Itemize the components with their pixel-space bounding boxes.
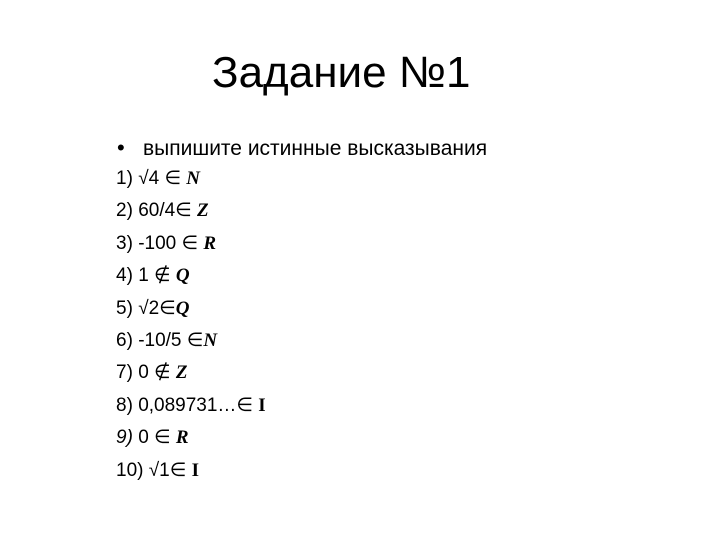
number-set-symbol: R	[203, 232, 217, 254]
statement-expression: 0 ∉	[138, 362, 171, 384]
slide-title: Задание №1	[212, 48, 471, 97]
statement-expression: 60/4∈	[138, 200, 192, 222]
statement-number: 7)	[116, 362, 133, 384]
statement-number: 10)	[116, 459, 144, 481]
statement-number: 8)	[116, 394, 133, 416]
statement-expression: 0,089731…∈	[138, 394, 253, 416]
statement-expression: √1∈	[148, 459, 187, 481]
statement-item-10	[116, 455, 266, 487]
number-set-symbol: I	[191, 459, 199, 481]
statement-expression: √2∈	[138, 297, 176, 319]
number-set-symbol: Q	[175, 265, 190, 287]
statement-number: 5)	[116, 297, 133, 319]
number-set-symbol: R	[175, 427, 189, 449]
bullet-point: •	[117, 135, 125, 160]
number-set-symbol: N	[203, 329, 218, 351]
number-set-symbol: N	[186, 168, 201, 189]
statement-item-1	[116, 163, 266, 195]
statement-item-4	[116, 260, 266, 292]
statement-number: 4)	[116, 265, 133, 287]
statement-number: 3)	[116, 232, 133, 254]
statement-item-5	[116, 293, 266, 325]
statement-list	[116, 163, 266, 487]
statement-item-3	[116, 228, 266, 260]
statement-item-6	[116, 325, 266, 357]
statement-expression: -10/5 ∈	[138, 329, 204, 351]
statement-number: 9)	[116, 427, 133, 449]
statement-expression: -100 ∈	[138, 232, 199, 254]
number-set-symbol: Q	[175, 297, 190, 319]
statement-expression: 0 ∈	[138, 427, 171, 449]
statement-item-2	[116, 195, 266, 227]
statement-number: 6)	[116, 329, 133, 351]
statement-number: 2)	[116, 200, 133, 222]
statement-number: 1)	[116, 168, 133, 189]
statement-expression: 1 ∉	[138, 265, 171, 287]
number-set-symbol: I	[258, 394, 266, 416]
number-set-symbol: Z	[175, 362, 188, 384]
statement-expression: √4 ∈	[138, 168, 182, 189]
task-text: выпишите истинные высказывания	[143, 137, 488, 160]
task-instruction	[117, 135, 487, 161]
statement-item-9	[116, 422, 266, 454]
number-set-symbol: Z	[197, 200, 209, 222]
statement-item-7	[116, 357, 266, 389]
statement-item-8	[116, 390, 266, 422]
